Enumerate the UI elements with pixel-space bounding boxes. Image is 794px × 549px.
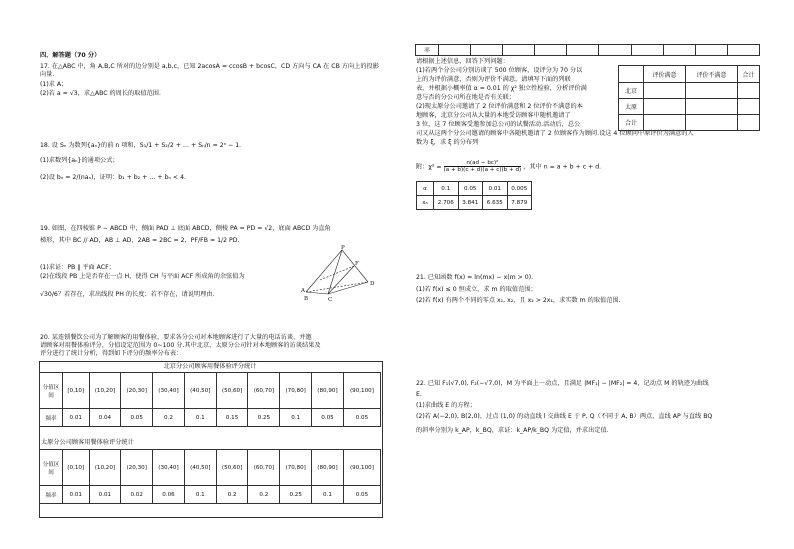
critical-value-table — [416, 181, 532, 210]
contingency-row-label: 太原 — [619, 99, 644, 115]
freq-cell: 0.25 — [280, 486, 312, 504]
question-20-stem-line-3: 评分进行了统计分析，得到如下评分的频率分布表： — [40, 350, 183, 357]
beijing-table-title: 北京分公司顾客用餐体验评分统计 — [163, 363, 257, 370]
interval-cell: (10,20] — [89, 450, 121, 486]
x-alpha-cell: 2.706 — [434, 196, 459, 210]
q20-part-2-line-3: 3 位，这 7 位顾客受邀参加总公司的试餐活动.活动后，总公 — [416, 121, 581, 128]
interval-cell: (90,100] — [343, 450, 380, 486]
x-alpha-cell: 7.879 — [507, 196, 532, 210]
interval-cell: (70,80] — [280, 450, 312, 486]
interval-cell: (40,50] — [184, 373, 216, 409]
fig-label-f: F — [355, 261, 359, 267]
question-18-part-2: (2)设 bₙ = 2/(naₙ)，证明：b₁ + b₂ + … + bₙ < 4． — [40, 174, 191, 181]
question-18-stem: 18. 设 Sₙ 为数列{aₙ}的前 n 项和，S₁/1 + S₂/2 + … + Sₙ/n = 2ⁿ − 1． — [40, 142, 246, 149]
freq-cell: 0.01 — [63, 486, 90, 504]
beijing-frequency-table — [39, 372, 381, 427]
contingency-row-label: 合计 — [619, 115, 644, 131]
freq-row-label: 频率 — [40, 486, 63, 504]
freq-cell: 0.06 — [153, 486, 185, 504]
alpha-cell: 0.005 — [507, 182, 532, 196]
question-20-stem-line-1: 20. 某连锁餐饮公司为了解顾客的用餐体验，要求各分公司对本地顾客进行了大量的电话访谈，并邀 — [40, 334, 312, 341]
interval-cell: (90,100] — [343, 373, 380, 409]
freq-cell: 0.02 — [121, 486, 153, 504]
question-19-part-2a: (2)在线段 PB 上是否存在一点 H，使得 CH 与平面 ACF 所成角的余弦值为 — [40, 273, 245, 280]
interval-cell: (70,80] — [280, 373, 312, 409]
interval-cell: (80,90] — [312, 373, 344, 409]
question-17-stem: 17. 在△ABC 中，角 A,B,C 所对的边分别是 a,b,c，已知 2acosA = ccosB + bcosC，CD 方向与 CA 在 CB 方向上的投影向量． — [40, 63, 379, 79]
freq-cell: 0.1 — [280, 409, 312, 427]
pyramid-figure — [298, 244, 378, 304]
contingency-header — [619, 66, 644, 83]
interval-cell: (60,70] — [248, 373, 280, 409]
formula-numerator: n(ad − bc)² — [444, 160, 522, 167]
question-18-part-1: (1)求数列{aₙ}的通项公式； — [40, 157, 119, 164]
chi-square-formula — [416, 160, 605, 173]
fig-label-p: P — [341, 245, 345, 251]
freq-cell: 0.05 — [121, 409, 153, 427]
formula-denominator: (a + b)(c + d)(a + c)(b + d) — [443, 167, 522, 173]
taiyuan-frequency-table — [39, 449, 381, 504]
freq-cell: 0.05 — [312, 409, 344, 427]
freq-cell: 0.05 — [343, 486, 380, 504]
question-19-part-2b: √30/6？若存在，求出线段 PH 的长度；若不存在，请说明理由． — [40, 291, 219, 298]
question-22-part-1: (1)求曲线 E 的方程； — [416, 402, 476, 409]
interval-cell: (10,20] — [89, 373, 121, 409]
freq-cell: 0.2 — [248, 486, 280, 504]
fig-label-a: A — [301, 288, 305, 294]
interval-cell: (50,60] — [216, 450, 248, 486]
contingency-header: 合计 — [738, 66, 760, 83]
q20-part-2-line-5: 数为 ξ，求 ξ 的分布列 — [416, 139, 479, 146]
interval-cell: [0,10] — [63, 373, 90, 409]
alpha-cell: 0.05 — [458, 182, 483, 196]
question-19-part-1: (1)求证：PB ∥ 平面 ACF； — [40, 264, 115, 271]
freq-cell: 0.2 — [153, 409, 185, 427]
question-22-part-2: (2)若 A(−2,0), B(2,0)，过点 (1,0) 的动直线 l 交曲线 E 于 P, Q（不同于 A, B）两点，直线 AP 与直线 BQ — [416, 413, 713, 420]
question-21-part-1: (1)若 f(x) ≤ 0 恒成立，求 m 的取值范围； — [416, 286, 537, 293]
contingency-header: 评价满意 — [644, 66, 686, 83]
question-21-part-2: (2)若 f(x) 有两个不同的零点 x₁, x₂，且 x₂ > 2x₁，求实数 m 的取值范围． — [416, 297, 625, 304]
interval-cell: (30,40] — [153, 450, 185, 486]
interval-row-label: 分值区间 — [40, 450, 63, 486]
q20-part-2-line-1: (2)现太原分公司邀请了 2 位评价满意和 2 位评价不满意的本 — [416, 103, 583, 110]
interval-cell: (50,60] — [216, 373, 248, 409]
freq-cell: 0.1 — [312, 486, 344, 504]
alpha-cell: 0.1 — [434, 182, 459, 196]
freq-cell: 0.01 — [89, 486, 121, 504]
section-header: 四、解答题（70 分） — [40, 52, 101, 59]
question-19-stem-line-1: 19. 如图，在四棱锥 P − ABCD 中，侧面 PAD ⊥ 底面 ABCD，侧棱 PA = PD = √2，底面 ABCD 为直角 — [40, 225, 331, 232]
question-22-stem-line-1: 22. 已知 F₁(√7,0), F₂(−√7,0)，M 为平面上一动点，且满足 |MF₁| − |MF₂| = 4，记动点 M 的轨迹为曲线 — [416, 380, 709, 387]
alpha-label: α — [417, 182, 434, 196]
freq-cell: 0.04 — [89, 409, 121, 427]
freq-cell: 0.01 — [63, 409, 90, 427]
formula-fraction — [444, 160, 522, 173]
interval-cell: (60,70] — [248, 450, 280, 486]
continued-table-row — [415, 44, 760, 56]
interval-cell: (20,30] — [121, 373, 153, 409]
question-17-part-2: (2)若 a = √3，求△ABC 的周长的取值范围． — [40, 90, 166, 97]
formula-suffix: ，其中 n = a + b + c + d． — [523, 163, 606, 171]
interval-cell: (20,30] — [121, 450, 153, 486]
interval-cell: (30,40] — [153, 373, 185, 409]
q20-part-1-line-1: (1)若两个分公司分别访谈了 500 位顾客，设评分为 70 分以 — [416, 67, 583, 74]
q20-part-1-line-4: 意与否的分公司所在地是否有关联； — [416, 94, 515, 101]
question-17-part-1: (1)求 A； — [40, 81, 68, 88]
question-22-part-3: 的斜率分别为 k_AP，k_BQ，求证：k_AP/k_BQ 为定值，并求出定值． — [416, 427, 613, 434]
contingency-header: 评价不满意 — [686, 66, 738, 83]
freq-cell: 0.1 — [184, 409, 216, 427]
q20-part-1-line-3: 表，并根据小概率值 α = 0.01 的 χ² 独立性检验，分析评价满 — [416, 85, 587, 92]
question-22-stem-line-2: E． — [416, 391, 427, 398]
q20-part-2-line-4: 司又从这两个分公司邀请的顾客中各随机邀请了 2 位顾客作为顾问.设这 4 位顾问中原评价为满意的人 — [416, 130, 694, 137]
contingency-table — [618, 65, 760, 131]
q20-part-1-line-2: 上的为评价满意，否则为评价不满意，请填写下面的列联 — [416, 76, 571, 83]
interval-row-label: 分值区间 — [40, 373, 63, 409]
x-alpha-label: xₐ — [417, 196, 434, 210]
q20-part-2-line-2: 地顾客，北京分公司从大量的本地受访顾客中随机邀请了 — [416, 112, 571, 119]
freq-cell: 0.05 — [343, 409, 380, 427]
question-21-stem: 21. 已知函数 f(x) = ln(mx) − x(m > 0)． — [416, 274, 538, 281]
interval-cell: (80,90] — [312, 450, 344, 486]
freq-cell: 0.2 — [216, 486, 248, 504]
interval-cell: [0,10] — [63, 450, 90, 486]
continued-row-label: 率 — [416, 45, 439, 56]
fig-label-b: B — [304, 296, 309, 302]
x-alpha-cell: 3.841 — [458, 196, 483, 210]
fig-label-d: D — [370, 281, 375, 287]
contingency-row-label: 北京 — [619, 83, 644, 99]
freq-cell: 0.25 — [248, 409, 280, 427]
freq-cell: 0.15 — [216, 409, 248, 427]
freq-row-label: 频率 — [40, 409, 63, 427]
interval-cell: (40,50] — [184, 450, 216, 486]
x-alpha-cell: 6.635 — [483, 196, 508, 210]
freq-cell: 0.1 — [184, 486, 216, 504]
formula-prefix: 附：χ² = — [416, 163, 442, 171]
alpha-cell: 0.01 — [483, 182, 508, 196]
taiyuan-table-title: 太原分公司顾客用餐体验评分统计 — [41, 439, 134, 446]
question-20-stem-line-2: 请顾客对用餐体验评分，分值设定范围为 0~100 分.其中北京、太原分公司针对本地顾客的访谈结果及 — [40, 342, 321, 349]
q20-intro: 请根据上述信息，回答下列问题： — [416, 58, 509, 65]
fig-label-c: C — [328, 297, 333, 303]
question-19-stem-line-2: 梯形，其中 BC // AD，AB ⊥ AD，2AB = 2BC = 2，PF/FB = 1/2 PD． — [40, 237, 244, 244]
